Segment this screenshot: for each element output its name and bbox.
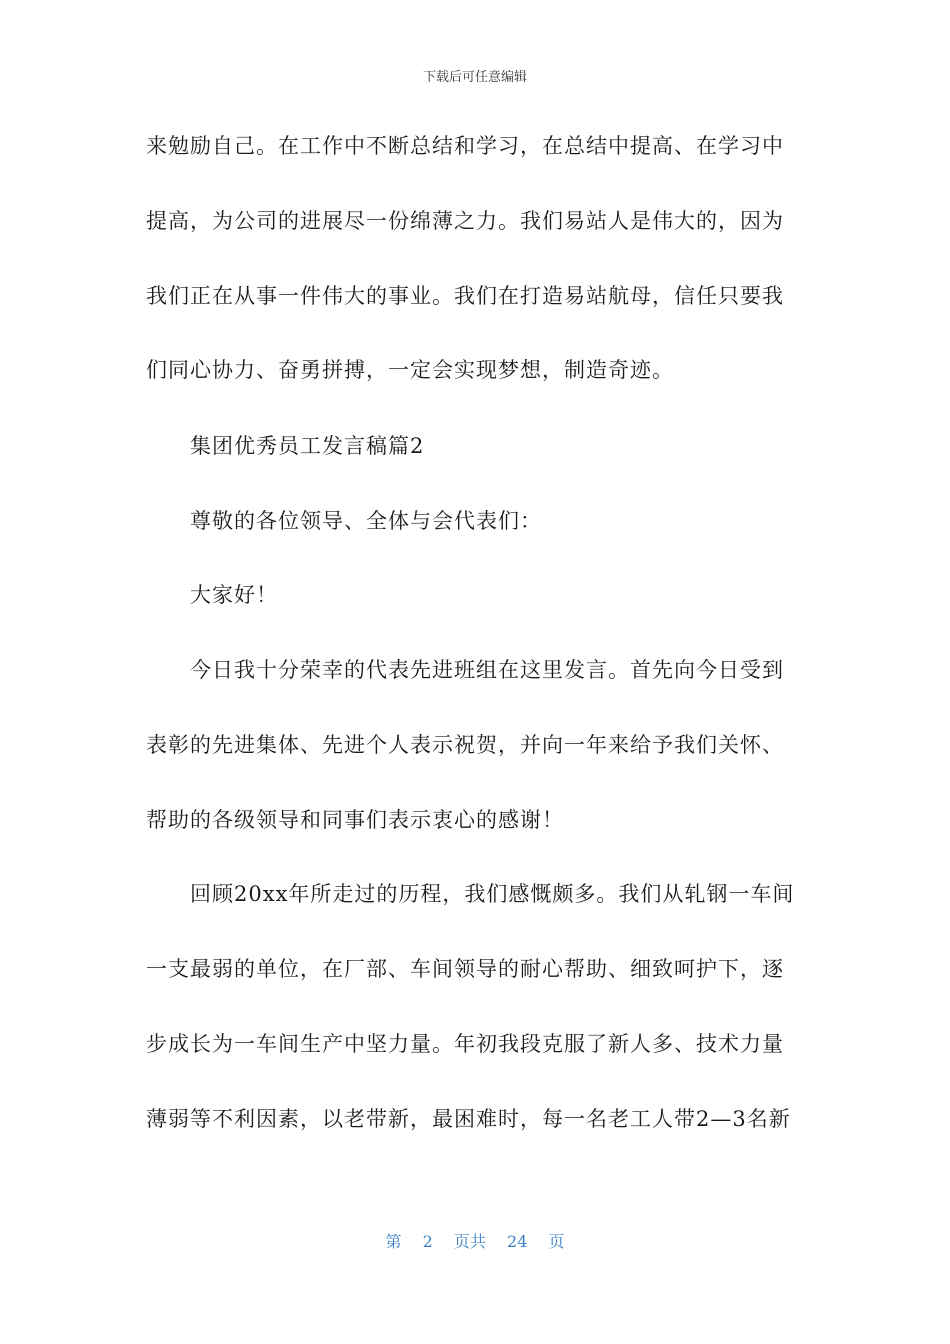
body-line: 回顾20xx年所走过的历程，我们感慨颇多。我们从轧钢一车间 bbox=[190, 882, 795, 906]
footer-page-number: 2 bbox=[422, 1232, 433, 1251]
body-line: 薄弱等不利因素，以老带新，最困难时，每一名老工人带2—3名新 bbox=[146, 1107, 791, 1131]
body-line: 表彰的先进集体、先进个人表示祝贺，并向一年来给予我们关怀、 bbox=[146, 733, 784, 757]
body-line: 们同心协力、奋勇拼搏，一定会实现梦想，制造奇迹。 bbox=[146, 358, 674, 382]
body-line: 帮助的各级领导和同事们表示衷心的感谢！ bbox=[146, 808, 564, 832]
body-line: 提高，为公司的进展尽一份绵薄之力。我们易站人是伟大的，因为 bbox=[146, 209, 784, 233]
page-footer bbox=[0, 1229, 950, 1252]
footer-suffix: 页 bbox=[548, 1232, 565, 1251]
page-header: 下载后可任意编辑 bbox=[422, 70, 527, 85]
section-heading: 集团优秀员工发言稿篇2 bbox=[190, 434, 425, 458]
footer-middle: 页共 bbox=[453, 1232, 486, 1251]
footer-prefix: 第 bbox=[385, 1232, 402, 1251]
body-line: 步成长为一车间生产中坚力量。年初我段克服了新人多、技术力量 bbox=[146, 1032, 784, 1056]
body-line: 来勉励自己。在工作中不断总结和学习，在总结中提高、在学习中 bbox=[146, 134, 784, 158]
body-line: 我们正在从事一件伟大的事业。我们在打造易站航母，信任只要我 bbox=[146, 284, 784, 308]
body-line: 今日我十分荣幸的代表先进班组在这里发言。首先向今日受到 bbox=[190, 658, 784, 682]
footer-total-pages: 24 bbox=[507, 1232, 528, 1251]
salutation: 尊敬的各位领导、全体与会代表们： bbox=[190, 509, 542, 533]
greeting: 大家好！ bbox=[190, 583, 278, 607]
body-line: 一支最弱的单位，在厂部、车间领导的耐心帮助、细致呵护下，逐 bbox=[146, 957, 784, 981]
